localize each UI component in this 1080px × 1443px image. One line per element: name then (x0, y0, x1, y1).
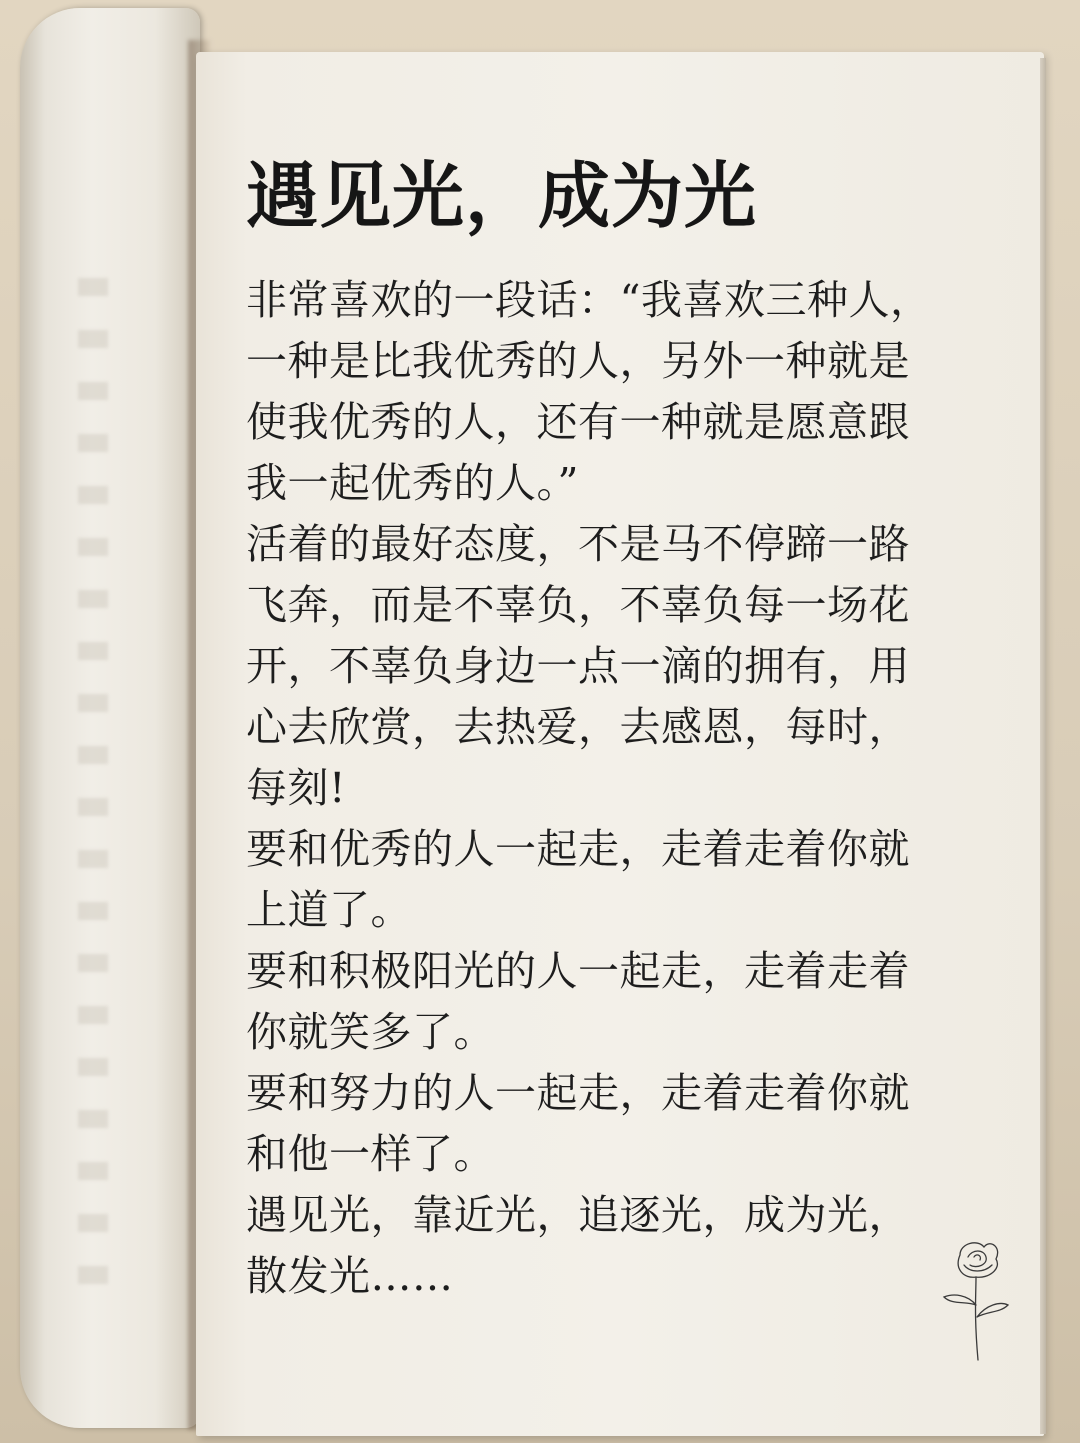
page-edge (1040, 58, 1046, 1434)
paragraph: 要和积极阳光的人一起走，走着走着你就笑多了。 (246, 947, 910, 1056)
paragraph: 要和优秀的人一起走，走着走着你就上道了。 (246, 825, 910, 934)
show-through-text (78, 278, 108, 1298)
rose-icon (930, 1235, 1020, 1365)
paragraph: 活着的最好态度，不是马不停蹄一路飞奔，而是不辜负，不辜负每一场花开，不辜负身边一点一滴的拥有，用心去欣赏，去热爱，去感恩，每时，每刻! (246, 520, 910, 812)
paragraph: 要和努力的人一起走，走着走着你就和他一样了。 (246, 1069, 910, 1178)
paragraph: 非常喜欢的一段话：“我喜欢三种人，一种是比我优秀的人，另外一种就是使我优秀的人，还有一种就是愿意跟我一起优秀的人。” (246, 276, 932, 507)
left-page (20, 8, 200, 1428)
paragraph: 遇见光，靠近光，追逐光，成为光，散发光…… (246, 1191, 910, 1300)
body-text (246, 270, 946, 1307)
page-title: 遇见光，成为光 (246, 154, 758, 238)
